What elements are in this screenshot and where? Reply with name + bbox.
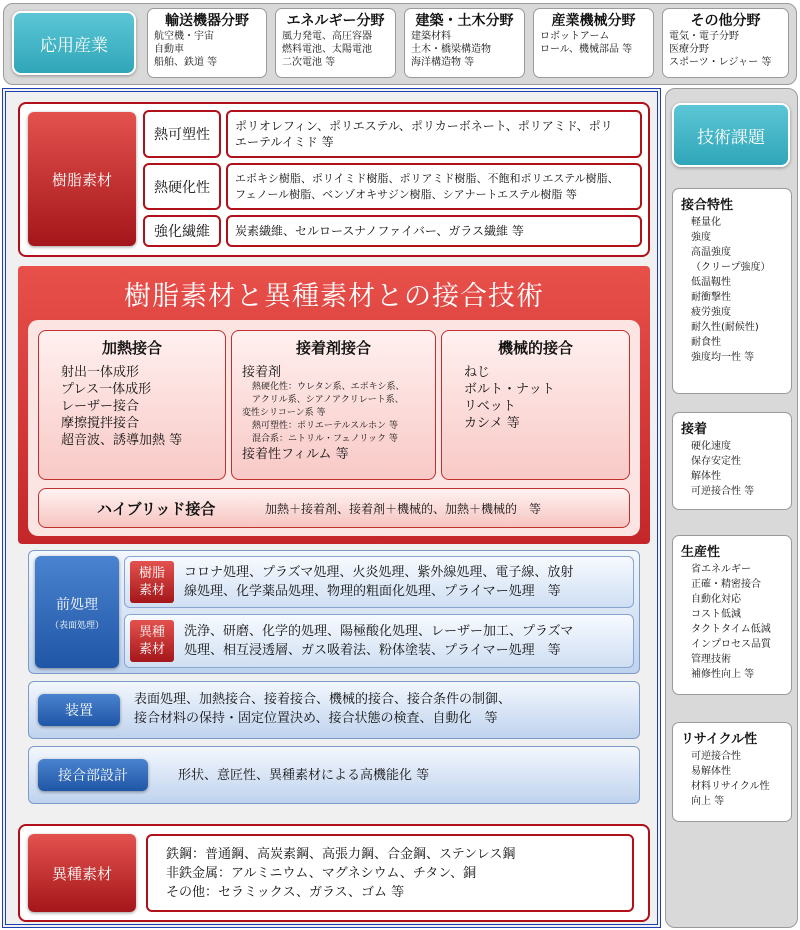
issue-item: 耐久性(耐候性) — [691, 322, 759, 333]
heat-joining-item: 摩擦撹拌接合 — [61, 416, 140, 431]
mechanical-joining-title: 機械的接合 — [497, 339, 573, 357]
pretreatment-line: 処理、相互浸透層、ガス吸着法、粉体塗装、プライマー処理 等 — [184, 643, 561, 658]
field-energy — [275, 8, 396, 78]
resin-line: フェノール樹脂、ベンゾオキサジン樹脂、シアナートエステル樹脂 等 — [235, 187, 577, 201]
field-line: 船舶、鉄道 等 — [154, 57, 218, 68]
issue-item: 強度均一性 等 — [691, 352, 755, 363]
field-line: 医療分野 — [669, 44, 709, 55]
other-material-tag — [130, 620, 174, 662]
resin-tag — [130, 561, 174, 603]
field-title: その他分野 — [690, 13, 761, 29]
heat-joining-item: 超音波、誘導加熱 等 — [61, 433, 183, 448]
resin-line: 炭素繊維、セルロースナノファイバー、ガラス繊維 等 — [235, 224, 524, 238]
issue-item: 低温靱性 — [691, 277, 731, 288]
issue-item: 省エネルギー — [691, 564, 751, 575]
issue-item: 保存安定性 — [691, 456, 741, 467]
adhesive-detail: 混合系：ニトリル・フェノリック 等 — [252, 434, 398, 444]
issue-item: タクトタイム低減 — [691, 624, 771, 635]
issue-joint-properties — [672, 188, 792, 394]
mechanical-joining-item: ボルト・ナット — [464, 382, 555, 397]
joint-design-text: 形状、意匠性、異種素材による高機能化 等 — [178, 768, 430, 783]
issue-item: 疲労強度 — [691, 307, 731, 318]
application-industries-label: 応用産業 — [12, 11, 136, 75]
issue-item: 補修性向上 等 — [691, 669, 755, 680]
other-tag-line: 素材 — [138, 642, 165, 657]
issue-recyclability — [672, 722, 792, 822]
issue-item: 易解体性 — [691, 766, 731, 777]
field-other — [662, 8, 789, 78]
field-line: 風力発電、高圧容器 — [282, 31, 372, 42]
field-title: 産業機械分野 — [551, 13, 636, 29]
issue-item: インプロセス品質 — [691, 639, 771, 650]
adhesive-joining-box — [231, 330, 436, 480]
field-line: スポーツ・レジャー 等 — [669, 57, 772, 68]
field-line: 燃料電池、太陽電池 — [282, 44, 372, 55]
issue-item: 解体性 — [691, 471, 721, 482]
field-transport — [147, 8, 267, 78]
reinforcing-fiber-label: 強化繊維 — [143, 215, 221, 247]
field-line: ロボットアーム — [540, 31, 610, 42]
issue-adhesion — [672, 412, 792, 510]
technical-issues-label: 技術課題 — [672, 103, 790, 167]
heat-joining-item: 射出一体成形 — [61, 365, 140, 380]
issue-item: （クリープ強度） — [691, 262, 771, 273]
pretreatment-label — [35, 556, 119, 668]
pretreatment-subtitle: （表面処理） — [49, 620, 104, 631]
adhesive-detail: 変性シリコーン系 等 — [242, 408, 326, 418]
adhesive-detail: 熱硬化性：ウレタン系、エポキシ系、 — [252, 382, 405, 392]
field-title: 建築・土木分野 — [415, 13, 514, 29]
dissimilar-line: その他：セラミックス、ガラス、ゴム 等 — [166, 884, 405, 900]
issue-item: 強度 — [691, 232, 711, 243]
resin-materials-label: 樹脂素材 — [28, 112, 136, 246]
joint-design-label: 接合部設計 — [38, 759, 148, 791]
pretreatment-line: コロナ処理、プラズマ処理、火炎処理、紫外線処理、電子線、放射 — [184, 565, 574, 580]
thermoplastic-text — [226, 110, 642, 158]
issue-title: 生産性 — [681, 545, 721, 560]
dissimilar-line: 鉄鋼：普通鋼、高炭素鋼、高張力鋼、合金鋼、ステンレス鋼 — [166, 846, 516, 862]
issue-item: 向上 等 — [691, 796, 725, 807]
heat-joining-title: 加熱接合 — [101, 339, 162, 357]
issue-item: 自動化対応 — [691, 594, 741, 605]
issue-item: 耐食性 — [691, 337, 721, 348]
field-line: ロール、機械部品 等 — [540, 44, 633, 55]
issue-item: 可逆接合性 等 — [691, 486, 755, 497]
hybrid-joining-title: ハイブリッド接合 — [97, 499, 216, 518]
field-line: 航空機・宇宙 — [154, 31, 214, 42]
issue-item: 高温強度 — [691, 247, 731, 258]
field-title: 輸送機器分野 — [165, 13, 249, 29]
issue-item: 硬化速度 — [691, 441, 731, 452]
other-tag-line: 異種 — [138, 625, 165, 640]
adhesive-detail: 熱可塑性：ポリエーテルスルホン 等 — [252, 421, 398, 431]
hybrid-joining-box — [38, 488, 630, 528]
field-title: エネルギー分野 — [286, 13, 385, 29]
issue-title: 接着 — [681, 422, 708, 437]
issue-item: コスト低減 — [691, 609, 741, 620]
issue-item: 耐衝撃性 — [691, 292, 731, 303]
issue-item: 管理技術 — [691, 654, 731, 665]
equipment-line: 接合材料の保持・固定位置決め、接合状態の検査、自動化 等 — [134, 711, 498, 726]
field-line: 自動車 — [154, 44, 184, 55]
resin-line: エポキシ樹脂、ポリイミド樹脂、ポリアミド樹脂、不飽和ポリエステル樹脂、 — [235, 171, 619, 185]
pretreatment-line: 洗浄、研磨、化学的処理、陽極酸化処理、レーザー加工、プラズマ — [184, 624, 574, 639]
issue-item: 可逆接合性 — [691, 751, 741, 762]
field-construction — [404, 8, 525, 78]
adhesive-joining-title: 接着剤接合 — [295, 339, 371, 357]
adhesive-detail: アクリル系、シアノアクリレート系、 — [252, 395, 404, 405]
field-industrial-machinery — [533, 8, 654, 78]
adhesive-heading: 接着剤 — [242, 365, 282, 380]
pretreatment-line: 線処理、化学薬品処理、物理的粗面化処理、プライマー処理 等 — [184, 584, 561, 599]
issue-item: 正確・精密接合 — [691, 579, 761, 590]
thermoplastic-label: 熱可塑性 — [143, 110, 221, 158]
equipment-label: 装置 — [38, 694, 120, 726]
equipment-text — [134, 690, 634, 728]
adhesive-film: 接着性フィルム 等 — [242, 447, 349, 462]
mechanical-joining-box — [441, 330, 630, 480]
resin-line: ポリオレフィン、ポリエステル、ポリカーボネート、ポリアミド、ポリ — [235, 119, 613, 133]
field-line: 電気・電子分野 — [669, 31, 739, 42]
field-line: 建築材料 — [411, 31, 451, 42]
heat-joining-item: プレス一体成形 — [61, 382, 152, 397]
issue-item: 材料リサイクル性 — [691, 781, 770, 792]
joining-technology-title: 樹脂素材と異種素材との接合技術 — [124, 281, 544, 312]
pretreatment-title: 前処理 — [56, 596, 98, 613]
issue-productivity — [672, 535, 792, 695]
resin-tag-line: 樹脂 — [138, 566, 165, 581]
dissimilar-line: 非鉄金属：アルミニウム、マグネシウム、チタン、銅 — [166, 865, 477, 881]
mechanical-joining-item: ねじ — [464, 365, 491, 380]
resin-pretreatment-text — [184, 563, 632, 601]
mechanical-joining-item: カシメ 等 — [464, 416, 520, 431]
mechanical-joining-item: リベット — [464, 399, 516, 414]
issue-title: 接合特性 — [681, 198, 734, 213]
reinforcing-fiber-text — [226, 215, 642, 247]
other-pretreatment-text — [184, 622, 632, 660]
dissimilar-materials-label: 異種素材 — [28, 834, 136, 912]
heat-joining-item: レーザー接合 — [61, 399, 140, 414]
resin-tag-line: 素材 — [138, 583, 165, 598]
thermoset-label: 熱硬化性 — [143, 163, 221, 210]
issue-title: リサイクル性 — [681, 732, 758, 747]
heat-joining-box — [38, 330, 226, 480]
field-line: 海洋構造物 等 — [411, 57, 475, 68]
equipment-line: 表面処理、加熱接合、接着接合、機械的接合、接合条件の制御、 — [134, 692, 512, 707]
dissimilar-materials-text — [146, 834, 634, 912]
issue-item: 軽量化 — [691, 217, 721, 228]
field-line: 二次電池 等 — [282, 57, 336, 68]
hybrid-joining-text: 加熱＋接着剤、接着剤＋機械的、加熱＋機械的 等 — [265, 501, 542, 516]
thermoset-text — [226, 163, 642, 210]
resin-line: エーテルイミド 等 — [235, 135, 334, 149]
field-line: 土木・橋梁構造物 — [411, 44, 491, 55]
